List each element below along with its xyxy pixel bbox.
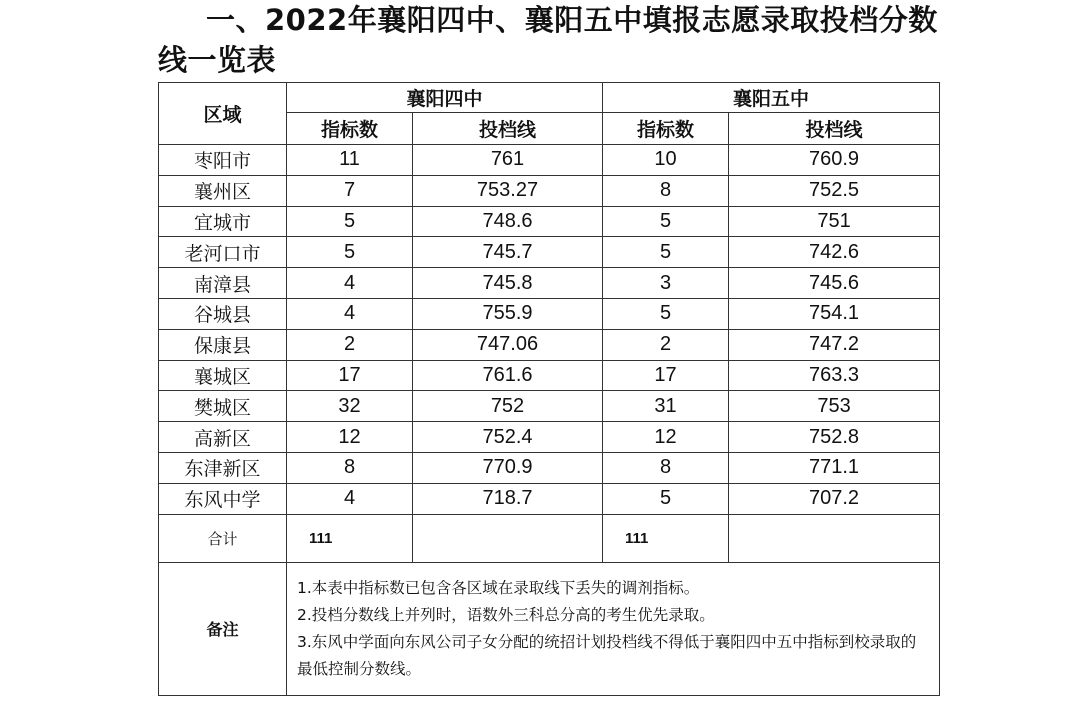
cell-b-quota: 5 xyxy=(603,206,729,237)
cell-b-score: 707.2 xyxy=(729,483,940,514)
cell-a-quota: 8 xyxy=(287,452,413,483)
cell-a-quota: 17 xyxy=(287,360,413,391)
table-row xyxy=(159,360,940,391)
notes-label: 备注 xyxy=(159,562,287,695)
cell-a-score: 748.6 xyxy=(413,206,603,237)
total-a-quota: 111 xyxy=(287,514,413,562)
cell-b-quota: 5 xyxy=(603,237,729,268)
header-school-b: 襄阳五中 xyxy=(603,83,940,113)
cell-b-quota: 5 xyxy=(603,298,729,329)
table-row xyxy=(159,422,940,453)
header-a-quota: 指标数 xyxy=(287,113,413,145)
table-row xyxy=(159,483,940,514)
cell-a-quota: 4 xyxy=(287,483,413,514)
cell-region: 樊城区 xyxy=(159,391,287,422)
note-item: 2.投档分数线上并列时，语数外三科总分高的考生优先录取。 xyxy=(297,605,715,624)
cell-a-quota: 5 xyxy=(287,206,413,237)
cell-b-score: 747.2 xyxy=(729,329,940,360)
table-row xyxy=(159,145,940,176)
cell-b-score: 760.9 xyxy=(729,145,940,176)
cell-region: 襄城区 xyxy=(159,360,287,391)
header-b-quota: 指标数 xyxy=(603,113,729,145)
cell-a-quota: 7 xyxy=(287,175,413,206)
cell-region: 东津新区 xyxy=(159,452,287,483)
cell-a-score: 770.9 xyxy=(413,452,603,483)
cell-a-quota: 5 xyxy=(287,237,413,268)
table-row xyxy=(159,452,940,483)
cell-a-score: 761.6 xyxy=(413,360,603,391)
total-b-quota: 111 xyxy=(603,514,729,562)
cell-a-quota: 11 xyxy=(287,145,413,176)
cell-a-score: 752 xyxy=(413,391,603,422)
note-item: 1.本表中指标数已包含各区域在录取线下丢失的调剂指标。 xyxy=(297,578,700,597)
cell-a-quota: 4 xyxy=(287,298,413,329)
cell-region: 枣阳市 xyxy=(159,145,287,176)
cell-region: 南漳县 xyxy=(159,268,287,299)
table-row xyxy=(159,206,940,237)
cell-b-score: 745.6 xyxy=(729,268,940,299)
cell-b-quota: 31 xyxy=(603,391,729,422)
cell-region: 东风中学 xyxy=(159,483,287,514)
cell-b-score: 752.5 xyxy=(729,175,940,206)
cell-region: 保康县 xyxy=(159,329,287,360)
page-title: 一、2022年襄阳四中、襄阳五中填报志愿录取投档分数线一览表 xyxy=(158,3,938,77)
cell-b-quota: 17 xyxy=(603,360,729,391)
total-label: 合计 xyxy=(159,514,287,562)
cell-b-score: 751 xyxy=(729,206,940,237)
cell-region: 襄州区 xyxy=(159,175,287,206)
cell-region: 谷城县 xyxy=(159,298,287,329)
total-row xyxy=(159,514,940,562)
cell-b-quota: 2 xyxy=(603,329,729,360)
table-row xyxy=(159,268,940,299)
cell-b-score: 754.1 xyxy=(729,298,940,329)
cell-b-quota: 10 xyxy=(603,145,729,176)
header-b-score: 投档线 xyxy=(729,113,940,145)
cell-region: 高新区 xyxy=(159,422,287,453)
notes-content xyxy=(287,562,940,695)
cell-b-quota: 12 xyxy=(603,422,729,453)
table-row xyxy=(159,298,940,329)
cell-a-score: 755.9 xyxy=(413,298,603,329)
header-a-score: 投档线 xyxy=(413,113,603,145)
cell-b-score: 752.8 xyxy=(729,422,940,453)
total-b-score-empty xyxy=(729,514,940,562)
cell-a-score: 718.7 xyxy=(413,483,603,514)
cell-b-quota: 5 xyxy=(603,483,729,514)
cell-b-quota: 3 xyxy=(603,268,729,299)
table-row xyxy=(159,391,940,422)
header-row-schools xyxy=(159,83,940,113)
cell-a-score: 745.8 xyxy=(413,268,603,299)
cell-b-quota: 8 xyxy=(603,452,729,483)
cell-a-quota: 12 xyxy=(287,422,413,453)
cell-b-score: 763.3 xyxy=(729,360,940,391)
note-item: 3.东风中学面向东风公司子女分配的统招计划投档线不得低于襄阳四中五中指标到校录取的最低控制分数线。 xyxy=(297,632,917,678)
cell-a-quota: 4 xyxy=(287,268,413,299)
cell-a-quota: 2 xyxy=(287,329,413,360)
cell-b-score: 742.6 xyxy=(729,237,940,268)
cell-a-score: 745.7 xyxy=(413,237,603,268)
cell-a-quota: 32 xyxy=(287,391,413,422)
notes-row xyxy=(159,562,940,695)
cell-a-score: 747.06 xyxy=(413,329,603,360)
admission-score-table xyxy=(158,82,940,696)
header-school-a: 襄阳四中 xyxy=(287,83,603,113)
cell-b-score: 771.1 xyxy=(729,452,940,483)
cell-a-score: 761 xyxy=(413,145,603,176)
cell-region: 宜城市 xyxy=(159,206,287,237)
total-a-score-empty xyxy=(413,514,603,562)
cell-b-score: 753 xyxy=(729,391,940,422)
table-row xyxy=(159,237,940,268)
cell-b-quota: 8 xyxy=(603,175,729,206)
table-row xyxy=(159,329,940,360)
table-row xyxy=(159,175,940,206)
cell-a-score: 752.4 xyxy=(413,422,603,453)
cell-region: 老河口市 xyxy=(159,237,287,268)
header-region: 区域 xyxy=(159,83,287,145)
cell-a-score: 753.27 xyxy=(413,175,603,206)
